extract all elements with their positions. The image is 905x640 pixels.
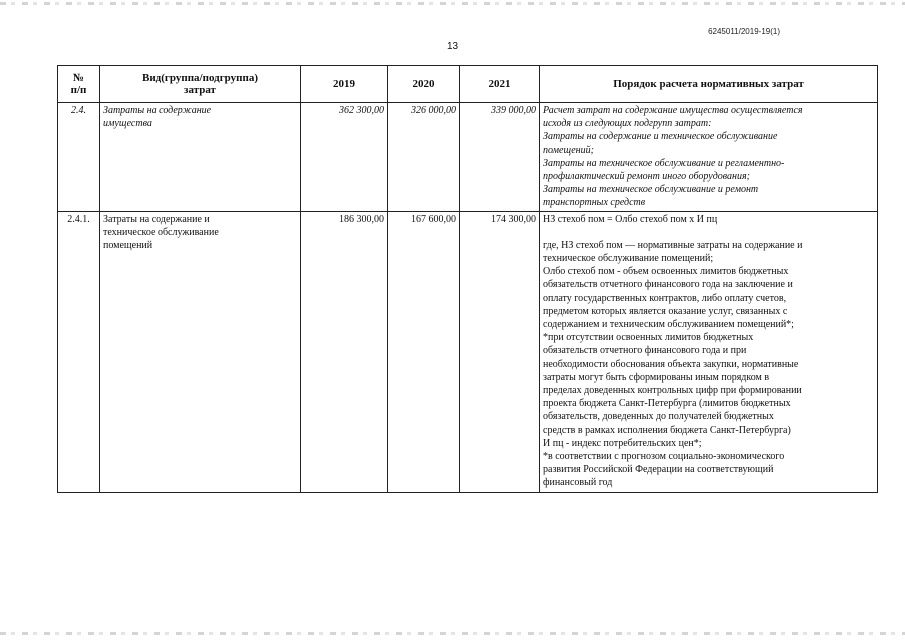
cost-type-name — [100, 103, 301, 212]
text-line: обязательств отчетного финансового года и при — [543, 345, 747, 357]
text-line: помещений; — [543, 144, 594, 156]
text-line: Затраты на содержание и — [103, 213, 210, 225]
text-line: Затраты на техническое обслуживание и ремонт — [543, 184, 759, 196]
text-line: техническое обслуживание — [103, 226, 219, 238]
header-2021 — [460, 66, 540, 103]
cost-type-name — [100, 211, 301, 492]
text-line: исходя из следующих подгрупп затрат: — [543, 118, 712, 130]
scan-edge-top — [0, 2, 905, 5]
cost-table — [57, 65, 878, 493]
text-line: затраты могут быть сформированы иным порядком в — [543, 371, 770, 383]
text-line: развития Российской Федерации на соответствующий — [543, 464, 774, 476]
calculation-description — [540, 103, 878, 212]
text-line: № — [72, 72, 85, 84]
text-line: обязательств, доведенных до получателей бюджетных — [543, 411, 774, 423]
page-number: 13 — [446, 41, 459, 52]
text-line: *в соответствии с прогнозом социально-экономического — [543, 451, 785, 463]
table-header-row — [58, 66, 878, 103]
text-line: пределах доведенных контрольных цифр при формировании — [543, 385, 802, 397]
text-line: имущества — [103, 118, 152, 130]
text-line: средств в рамках исполнения бюджета Санкт-Петербурга) — [543, 424, 791, 436]
value-2021: 174 300,00 — [460, 211, 540, 492]
header-2019 — [301, 66, 388, 103]
text-line: Олбо стехоб пом - объем освоенных лимитов бюджетных — [543, 266, 789, 278]
text-line: финансовый год — [543, 477, 613, 489]
calculation-description — [540, 211, 878, 492]
value-2019: 362 300,00 — [301, 103, 388, 212]
value-2020: 167 600,00 — [388, 211, 460, 492]
text-line: предметом которых является оказание услуг, связанных с — [543, 305, 788, 317]
text-line: п/п — [70, 84, 87, 96]
document-code: 6245011/2019-19(1) — [708, 27, 780, 36]
header-number — [58, 66, 100, 103]
text-line: Порядок расчета нормативных затрат — [613, 78, 804, 90]
text-line: НЗ стехоб пом = Олбо стехоб пом х И пц — [543, 213, 718, 225]
text-line: содержанием и техническим обслуживанием помещений*; — [543, 319, 794, 331]
text-line — [543, 226, 874, 239]
text-line: Затраты на техническое обслуживание и регламентно- — [543, 157, 785, 169]
text-line: 2021 — [488, 78, 511, 90]
text-line: Затраты на содержание — [103, 105, 212, 116]
table-row — [58, 103, 878, 212]
text-line: где, НЗ стехоб пом — нормативные затраты на содержание и — [543, 239, 803, 251]
value-2021: 339 000,00 — [460, 103, 540, 212]
text-line: техническое обслуживание помещений; — [543, 253, 714, 265]
text-line: необходимости обоснования объекта закупки, нормативные — [543, 358, 799, 370]
text-line: Вид(группа/подгруппа) — [142, 72, 258, 84]
scan-edge-bottom — [0, 632, 905, 635]
text-line: Затраты на содержание и техническое обслуживание — [543, 131, 778, 143]
value-2020: 326 000,00 — [388, 103, 460, 212]
text-line: 2019 — [333, 78, 355, 90]
text-line: Расчет затрат на содержание имущества осуществляется — [543, 105, 803, 116]
row-number: 2.4. — [58, 103, 100, 212]
text-line: 2020 — [412, 78, 435, 90]
text-line: *при отсутствии освоенных лимитов бюджетных — [543, 332, 754, 344]
header-calculation-method — [540, 66, 878, 103]
text-line: помещений — [103, 240, 153, 252]
text-line: проекта бюджета Санкт-Петербурга (лимитов бюджетных — [543, 398, 791, 410]
value-2019: 186 300,00 — [301, 211, 388, 492]
table-row — [58, 211, 878, 492]
text-line: И пц - индекс потребительских цен*; — [543, 437, 702, 449]
row-number: 2.4.1. — [58, 211, 100, 492]
text-line: профилактический ремонт иного оборудования; — [543, 171, 750, 183]
text-line: оплату государственных контрактов, либо оплату счетов, — [543, 292, 787, 304]
text-line: обязательств отчетного финансового года на заключение и — [543, 279, 793, 291]
text-line: транспортных средств — [543, 197, 646, 209]
text-line: затрат — [184, 84, 216, 96]
header-cost-type — [100, 66, 301, 103]
header-2020 — [388, 66, 460, 103]
